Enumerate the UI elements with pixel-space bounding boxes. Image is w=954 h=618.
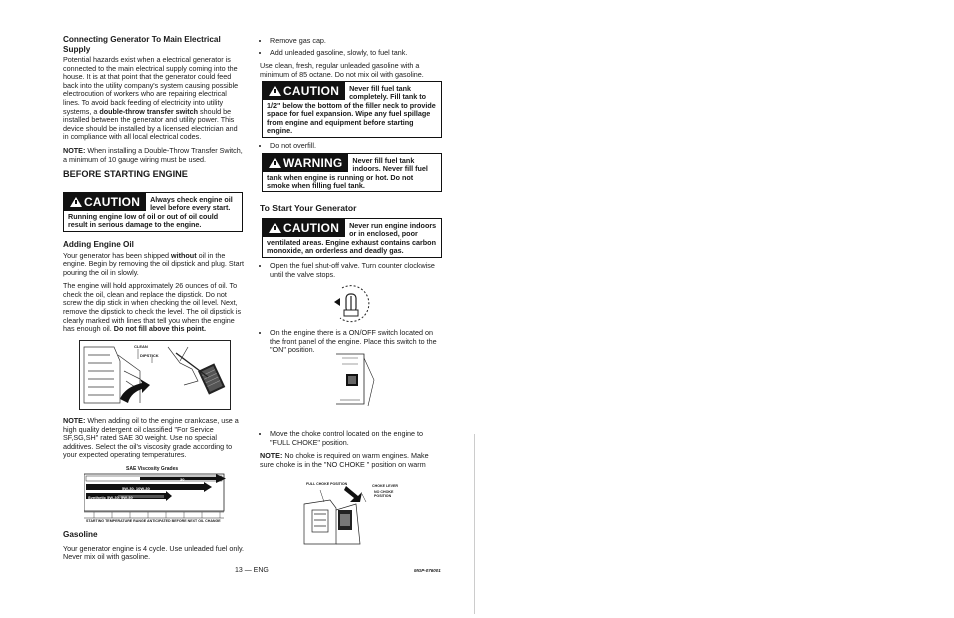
- right-top: [260, 37, 442, 84]
- bullet-add-gasoline: • Add unleaded gasoline, slowly, to fuel tank.: [270, 49, 442, 58]
- adding-oil-title: Adding Engine Oil: [63, 240, 134, 249]
- viscosity-caption: STARTING TEMPERATURE RANGE ANTICIPATED BEFORE NEXT OIL CHANGE: [86, 519, 221, 523]
- switch-figure: [334, 350, 376, 408]
- gasoline-section: [63, 530, 245, 567]
- viscosity-title: SAE Viscosity Grades: [126, 466, 179, 472]
- choke-note: NOTE: No choke is required on warm engines. Make sure choke is in the "NO CHOKE " position on warm: [260, 451, 429, 469]
- gasoline-paragraph: Your generator engine is 4 cycle. Use unleaded fuel only. Never mix oil with gasoline.: [63, 543, 245, 562]
- bullet-on-off-switch: • On the engine there is a ON/OFF switch located on the front panel of the engine. Place this switch to the "ON" position.: [270, 329, 442, 355]
- dipstick-figure: [79, 340, 231, 410]
- gasoline-title: Gasoline: [63, 530, 98, 539]
- page-edge-line: [474, 434, 475, 614]
- viscosity-chart: [84, 466, 232, 524]
- no-choke-label: NO CHOKE POSITION: [374, 490, 394, 498]
- warning-triangle-icon: [269, 223, 281, 233]
- oil-paragraph-2: The engine will hold approximately 26 ounces of oil. To check the oil, clean and replace the dipstick. Do not screw the dip stick in when checking the oil level. Next, remove the dipstick to check the level. The oil dipstick is clearly marked with lines that tell you when the engine has enough oil. Do not fill above this point.: [63, 281, 242, 334]
- clean-label: CLEAN: [134, 344, 148, 349]
- choke-figure: [300, 480, 400, 548]
- to-start-section: [260, 204, 442, 216]
- warning-triangle-icon: [269, 158, 281, 168]
- left-column: [63, 35, 243, 184]
- fuel-valve-icon: [328, 282, 376, 326]
- full-choke-label: FULL CHOKE POSITION: [306, 482, 348, 486]
- caution-badge: CAUTION: [263, 82, 345, 100]
- bullet-open-valve: • Open the fuel shut-off valve. Turn counter clockwise until the valve stops.: [270, 262, 442, 279]
- viscosity-mid-label: 5W-30, 10W-30: [122, 486, 150, 491]
- on-off-switch-illustration: [334, 350, 376, 408]
- viscosity-30-label: 30: [180, 477, 185, 482]
- caution-badge: CAUTION: [64, 193, 146, 211]
- caution-badge: CAUTION: [263, 219, 345, 237]
- caution-exhaust-box: CAUTION Never run engine indoors or in enclosed, poor ventilated areas. Engine exhaust contains carbon monoxide, an orderless and deadly gas.: [262, 218, 442, 258]
- bullet-do-not-overfill: • Do not overfill.: [270, 142, 442, 151]
- caution-oil-box: CAUTION Always check engine oil level before every start. Running engine low of oil or out of oil could result in serious damage to the engine.: [63, 192, 243, 232]
- page-number: 13 — ENG: [235, 567, 269, 574]
- oil-section: [63, 240, 245, 339]
- fuel-valve-figure: [328, 282, 376, 326]
- oil-note: NOTE: When adding oil to the engine crankcase, use a high quality detergent oil classified "For Service SF,SG,SH" rated SAE 30 weight. Use no special additives. Select the oil's viscosity grade according to your expected operating temperatures.: [63, 416, 239, 460]
- fuel-valve-bullet: [260, 262, 442, 284]
- warning-triangle-icon: [269, 86, 281, 96]
- fuel-paragraph: Use clean, fresh, regular unleaded gasoline with a minimum of 85 octane. Do not mix oil with gasoline.: [260, 61, 424, 79]
- choke-section: [260, 430, 442, 474]
- transfer-switch-note: NOTE: When installing a Double-Throw Transfer Switch, a minimum of 10 gauge wiring must be used.: [63, 145, 243, 164]
- warning-badge: WARNING: [263, 154, 348, 172]
- dipstick-label: DIPSTICK: [140, 353, 159, 358]
- engine-dipstick-illustration: [80, 341, 230, 409]
- connecting-paragraph: Potential hazards exist when a electrical generator is connected to the main electrical supply coming into the house. It is at that point that the generator could feed back into the utility company's system causing possible electrocution of workers who are repairing electrical lines. To avoid back feeding of electricity into utility systems, a double-throw transfer switch should be installed between the generator and utility power. This device should be installed by a licensed electrician and in compliance with all local electrical codes.: [63, 55, 239, 142]
- caution-fuel-box: CAUTION Never fill fuel tank completely. Fill tank to 1/2" below the bottom of the filler neck to provide space for fuel expansion. Wipe any fuel spillage from engine and equipment before starting engine.: [262, 81, 442, 138]
- choke-lever-label: CHOKE LEVER: [372, 484, 398, 488]
- warning-fuel-box: WARNING Never fill fuel tank indoors. Never fill fuel tank when engine is running or hot. Do not smoke when filling fuel tank.: [262, 153, 442, 192]
- bullet-remove-cap: • Remove gas cap.: [270, 37, 442, 46]
- before-starting-title: BEFORE STARTING ENGINE: [63, 169, 188, 180]
- document-code: MGP-076001: [414, 568, 441, 573]
- viscosity-synthetic-label: Synthetic 5W-30, 5W-30: [88, 495, 133, 500]
- oil-paragraph-1: Your generator has been shipped without oil in the engine. Begin by removing the oil dipstick and plug. Start pouring the oil in slowly.: [63, 250, 244, 277]
- to-start-title: To Start Your Generator: [260, 203, 357, 213]
- connecting-title: Connecting Generator To Main Electrical Supply: [63, 35, 221, 54]
- bullet-full-choke: • Move the choke control located on the engine to "FULL CHOKE" position.: [270, 430, 442, 447]
- warning-triangle-icon: [70, 197, 82, 207]
